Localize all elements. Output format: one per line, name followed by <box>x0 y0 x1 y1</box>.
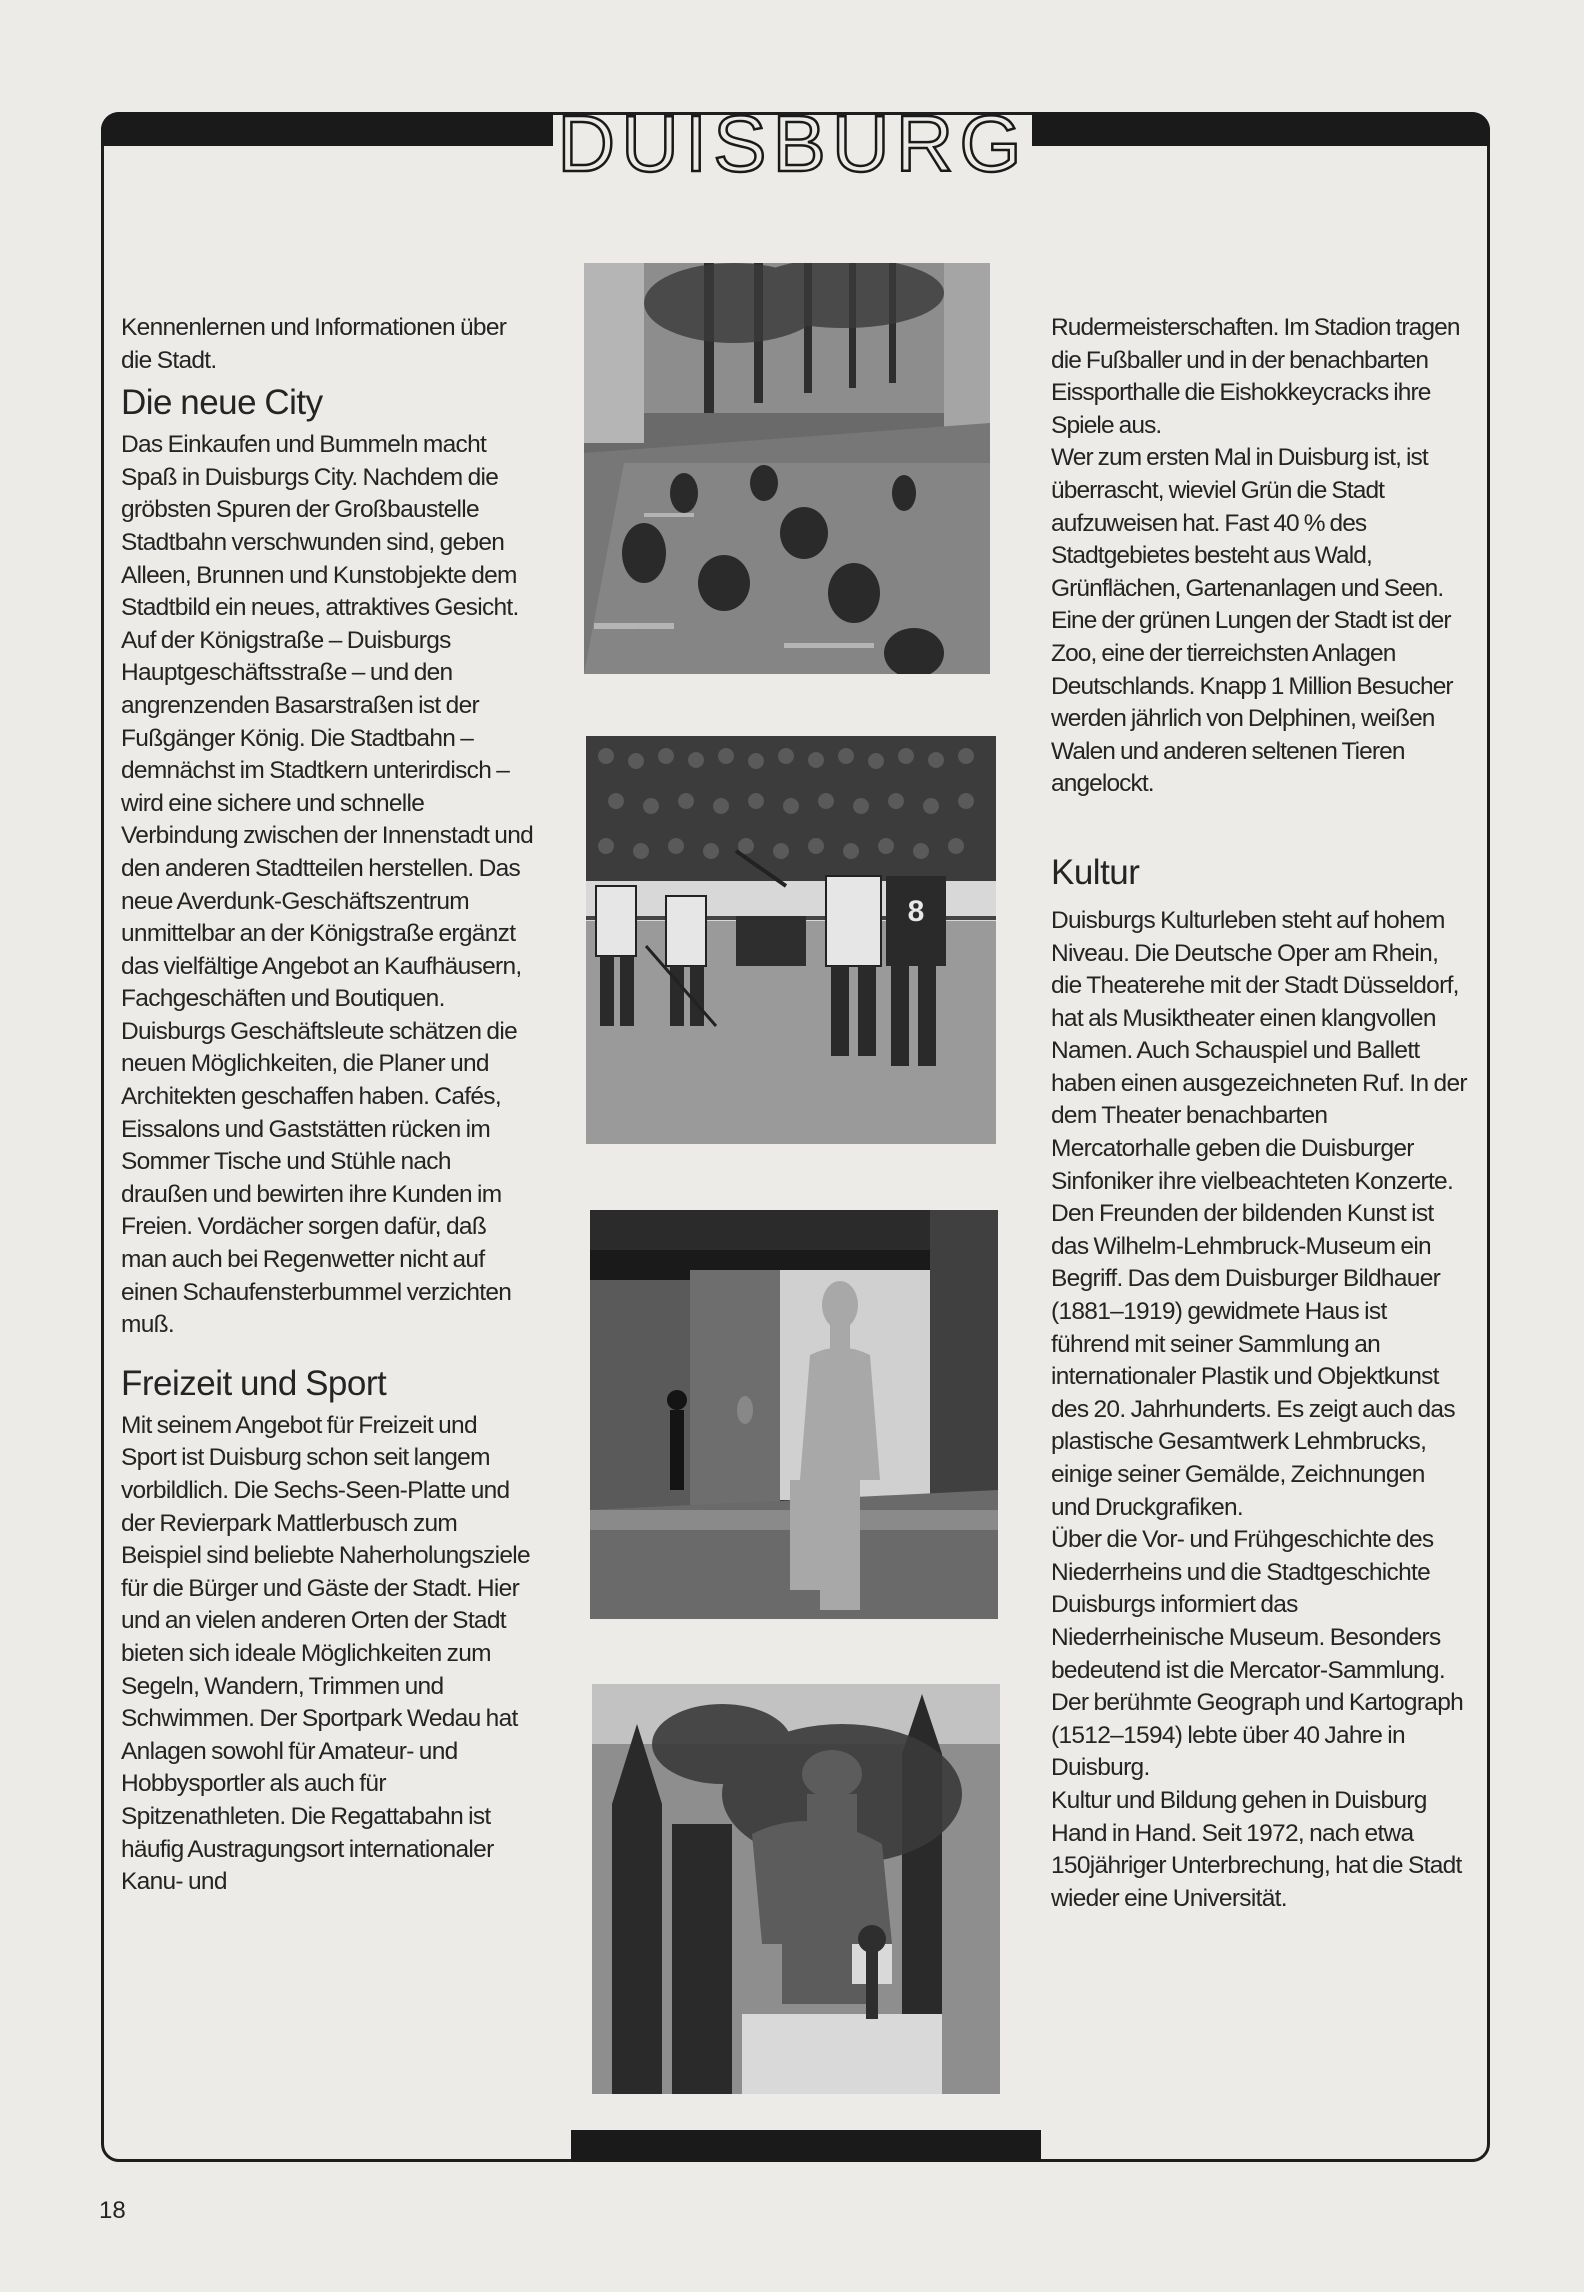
header-bar-right <box>1032 112 1490 146</box>
page-title <box>553 99 1032 188</box>
city-paragraph-2: Duisburgs Geschäftsleute schätzen die neuen Möglichkeiten, die Planer und Architekten geschaffen haben. Cafés, Eissalons und Gaststätten rücken im Sommer Tische und Stühle nach draußen und bewirten ihre Kunden im Freien. Vordächer sorgen dafür, daß man auch bei Regenwetter nicht auf einen Schaufensterbummel verzichten muß. <box>121 1017 517 1339</box>
jersey-number: 8 <box>907 895 925 928</box>
header-bar-left <box>101 112 553 146</box>
right-column <box>1051 312 1467 1915</box>
footer-bar <box>571 2130 1041 2162</box>
section-heading-kultur: Kultur <box>1051 852 1140 892</box>
photo-street-chalk <box>584 263 990 674</box>
section-heading-sport: Freizeit und Sport <box>121 1363 387 1403</box>
page-number: 18 <box>99 2197 126 2224</box>
photo-mercator-statue <box>592 1684 1000 2094</box>
green-paragraph: Wer zum ersten Mal in Duisburg ist, ist überrascht, wieviel Grün die Stadt aufzuweisen hat. Fast 40 % des Stadtgebietes besteht aus Wald, Grünflächen, Gartenanlagen und Seen. <box>1051 444 1444 602</box>
kultur-paragraph-3: Kultur und Bildung gehen in Duisburg Hand in Hand. Seit 1972, nach etwa 150jähriger Unterbrechung, hat die Stadt wieder eine Universität. <box>1051 1786 1462 1912</box>
intro-text: Kennenlernen und Informationen über die Stadt. <box>121 314 507 374</box>
section-heading-city: Die neue City <box>121 383 323 423</box>
zoo-paragraph: Eine der grünen Lungen der Stadt ist der Zoo, eine der tierreichsten Anlagen Deutschlands. Knapp 1 Million Besucher werden jährlich von Delphinen, weißen Walen und anderen seltenen Tieren angelockt. <box>1051 607 1453 798</box>
sport-continued-paragraph: Rudermeisterschaften. Im Stadion tragen die Fußballer und in der benachbarten Eissporthalle die Eishokkeycracks ihre Spiele aus. <box>1051 314 1460 439</box>
photo-museum-sculpture <box>590 1210 998 1619</box>
city-paragraph-1: Das Einkaufen und Bummeln macht Spaß in Duisburgs City. Nachdem die gröbsten Spuren der Großbaustelle Stadtbahn verschwunden sind, geben Alleen, Brunnen und Kunstobjekte dem Stadtbild ein neues, attraktives Gesicht. Auf der Königstraße – Duisburgs Hauptgeschäftsstraße – und den angrenzenden Basarstraßen ist der Fußgänger König. Die Stadtbahn – demnächst im Stadtkern unterirdisch – wird eine sichere und schnelle Verbindung zwischen der Innenstadt und den anderen Stadtteilen herstellen. Das neue Averdunk-Geschäftszentrum unmittelbar an der Königstraße ergänzt das vielfältige Angebot an Kaufhäusern, Fachgeschäften und Boutiquen. <box>121 431 534 1013</box>
page-title-text: DUISBURG <box>557 99 1028 188</box>
kultur-paragraph-2: Über die Vor- und Frühgeschichte des Niederrheins und die Stadtgeschichte Duisburgs informiert das Niederrheinische Museum. Besonders bedeutend ist die Mercator-Sammlung. Der berühmte Geograph und Kartograph (1512–1594) lebte über 40 Jahre in Duisburg. <box>1051 1526 1464 1782</box>
sport-paragraph: Mit seinem Angebot für Freizeit und Sport ist Duisburg schon seit langem vorbildlich. Die Sechs-Seen-Platte und der Revierpark Mattlerbusch zum Beispiel sind beliebte Naherholungsziele für die Bürger und Gäste der Stadt. Hier und an vielen anderen Orten der Stadt bieten sich ideale Möglichkeiten zum Segeln, Wandern, Trimmen und Schwimmen. Der Sportpark Wedau hat Anlagen sowohl für Amateur- und Hobbysportler als auch für Spitzenathleten. Die Regattabahn ist häufig Austragungsort internationaler Kanu- und <box>121 1411 530 1896</box>
left-column <box>121 312 536 1899</box>
photo-ice-hockey <box>586 736 996 1144</box>
kultur-paragraph-1: Duisburgs Kulturleben steht auf hohem Niveau. Die Deutsche Oper am Rhein, die Theaterehe mit der Stadt Düsseldorf, hat als Musiktheater einen klangvollen Namen. Auch Schauspiel und Ballett haben einen ausgezeichneten Ruf. In der dem Theater benachbarten Mercatorhalle geben die Duisburger Sinfoniker ihre vielbeachteten Konzerte. Den Freunden der bildenden Kunst ist das Wilhelm-Lehmbruck-Museum ein Begriff. Das dem Duisburger Bildhauer (1881–1919) gewidmete Haus ist führend mit seiner Sammlung an internationaler Plastik und Objektkunst des 20. Jahrhunderts. Es zeigt auch das plastische Gesamtwerk Lehmbrucks, einige seiner Gemälde, Zeichnungen und Druckgrafiken. <box>1051 906 1467 1521</box>
